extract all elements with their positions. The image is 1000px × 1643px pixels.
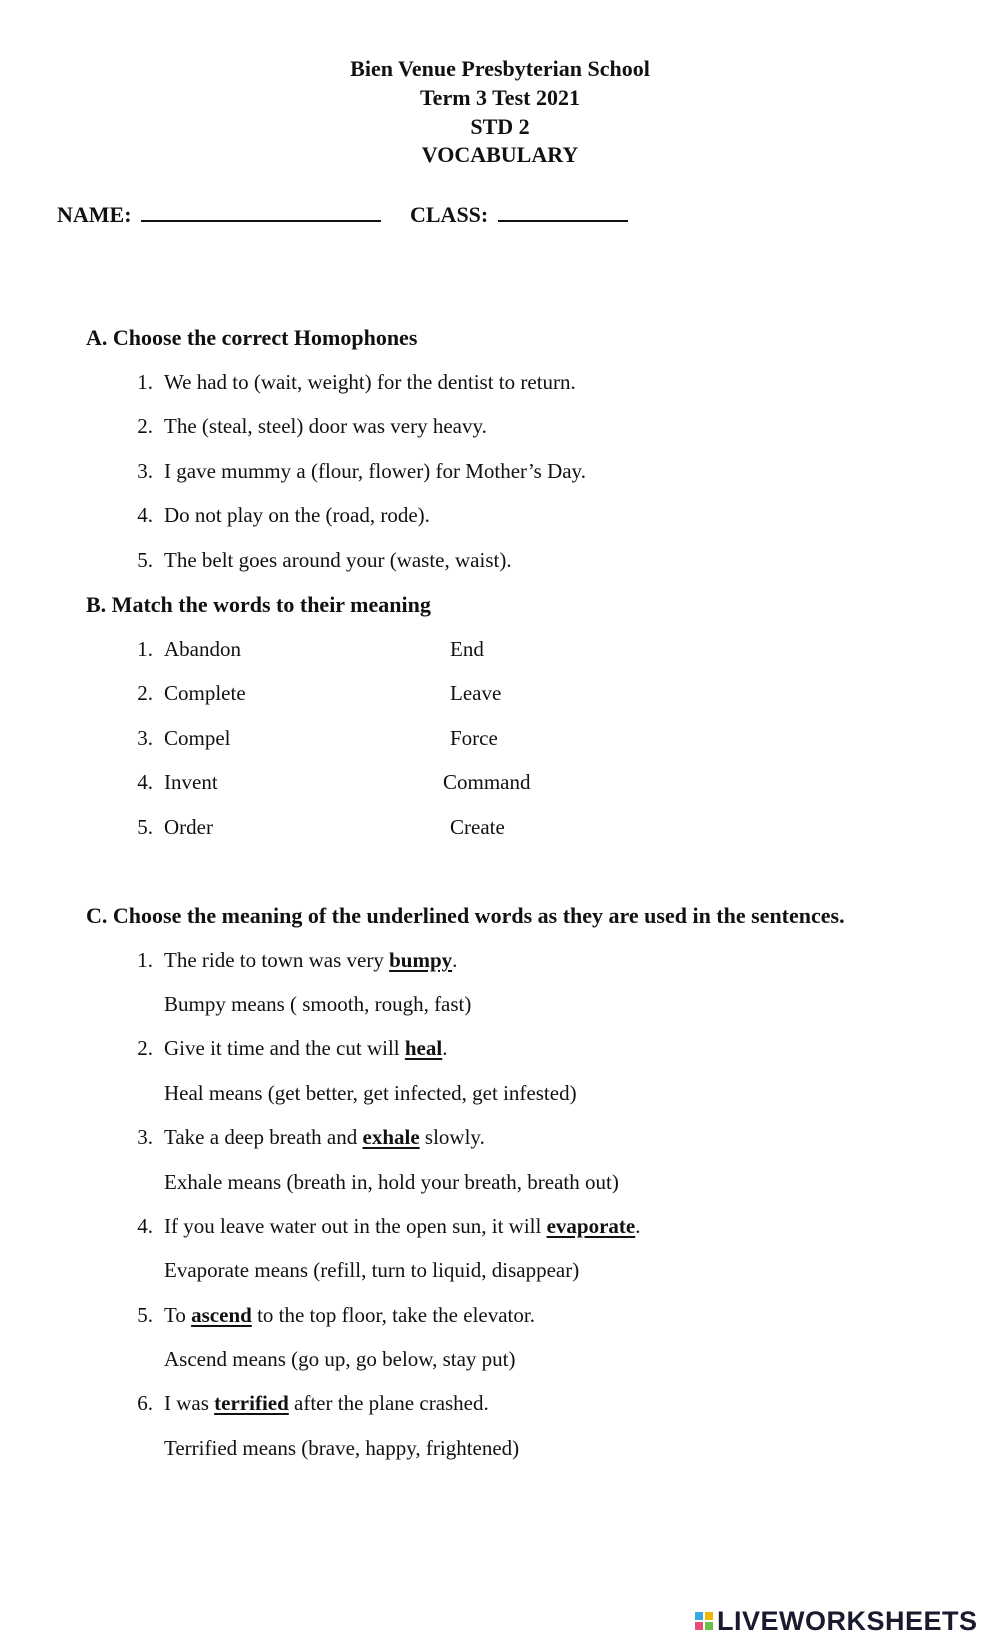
name-label: NAME: [57, 202, 132, 227]
match-word: 5. Order [137, 815, 213, 839]
match-meaning: End [450, 637, 484, 661]
logo-square [705, 1612, 713, 1620]
question-sentence: 4. If you leave water out in the open sun, it will evaporate. [137, 1214, 641, 1238]
list-item: 4. Do not play on the (road, rode). [137, 503, 430, 527]
list-item: 5. The belt goes around your (waste, waist). [137, 548, 512, 572]
logo-text: LIVEWORKSHEETS [717, 1605, 978, 1636]
class-field [410, 200, 628, 228]
answer-options: Heal means (get better, get infected, get infested) [164, 1081, 577, 1105]
match-word: 2. Complete [137, 681, 246, 705]
class-level: STD 2 [470, 114, 530, 139]
list-item: 3. I gave mummy a (flour, flower) for Mother’s Day. [137, 459, 586, 483]
class-label: CLASS: [410, 202, 489, 227]
test-title: Term 3 Test 2021 [420, 85, 580, 110]
underlined-word: bumpy [389, 948, 453, 972]
answer-options: Bumpy means ( smooth, rough, fast) [164, 992, 472, 1016]
section-a-heading: A. Choose the correct Homophones [86, 325, 418, 350]
list-item: 2. The (steal, steel) door was very heavy. [137, 414, 487, 438]
question-sentence: 1. The ride to town was very bumpy. [137, 948, 458, 972]
match-word: 1. Abandon [137, 637, 241, 661]
section-c-heading: C. Choose the meaning of the underlined words as they are used in the sentences. [86, 903, 845, 928]
question-sentence: 5. To ascend to the top floor, take the elevator. [137, 1303, 535, 1327]
answer-options: Terrified means (brave, happy, frightened) [164, 1436, 520, 1460]
section-b-heading: B. Match the words to their meaning [86, 592, 431, 617]
school-name: Bien Venue Presbyterian School [350, 56, 650, 81]
liveworksheets-logo[interactable] [695, 1605, 978, 1637]
logo-square [695, 1612, 703, 1620]
question-sentence: 6. I was terrified after the plane crashed. [137, 1391, 489, 1415]
answer-options: Evaporate means (refill, turn to liquid, disappear) [164, 1258, 580, 1282]
match-meaning: Force [450, 726, 498, 750]
match-meaning: Command [443, 770, 531, 794]
list-item: 1. We had to (wait, weight) for the dentist to return. [137, 370, 576, 394]
answer-options: Ascend means (go up, go below, stay put) [164, 1347, 516, 1371]
underlined-word: exhale [362, 1125, 420, 1149]
underlined-word: ascend [191, 1303, 252, 1327]
class-blank[interactable] [498, 200, 628, 222]
underlined-word: terrified [214, 1391, 289, 1415]
subject-title: VOCABULARY [421, 142, 579, 167]
question-sentence: 3. Take a deep breath and exhale slowly. [137, 1125, 485, 1149]
name-blank[interactable] [141, 200, 381, 222]
match-meaning: Create [450, 815, 505, 839]
question-sentence: 2. Give it time and the cut will heal. [137, 1036, 448, 1060]
underlined-word: heal [404, 1036, 443, 1060]
logo-square [705, 1622, 713, 1630]
match-word: 3. Compel [137, 726, 231, 750]
liveworksheets-mark-icon [695, 1612, 713, 1630]
underlined-word: evaporate [546, 1214, 636, 1238]
match-meaning: Leave [450, 681, 502, 705]
answer-options: Exhale means (breath in, hold your breath, breath out) [164, 1170, 619, 1194]
name-field [57, 200, 381, 228]
match-word: 4. Invent [137, 770, 218, 794]
logo-square [695, 1622, 703, 1630]
